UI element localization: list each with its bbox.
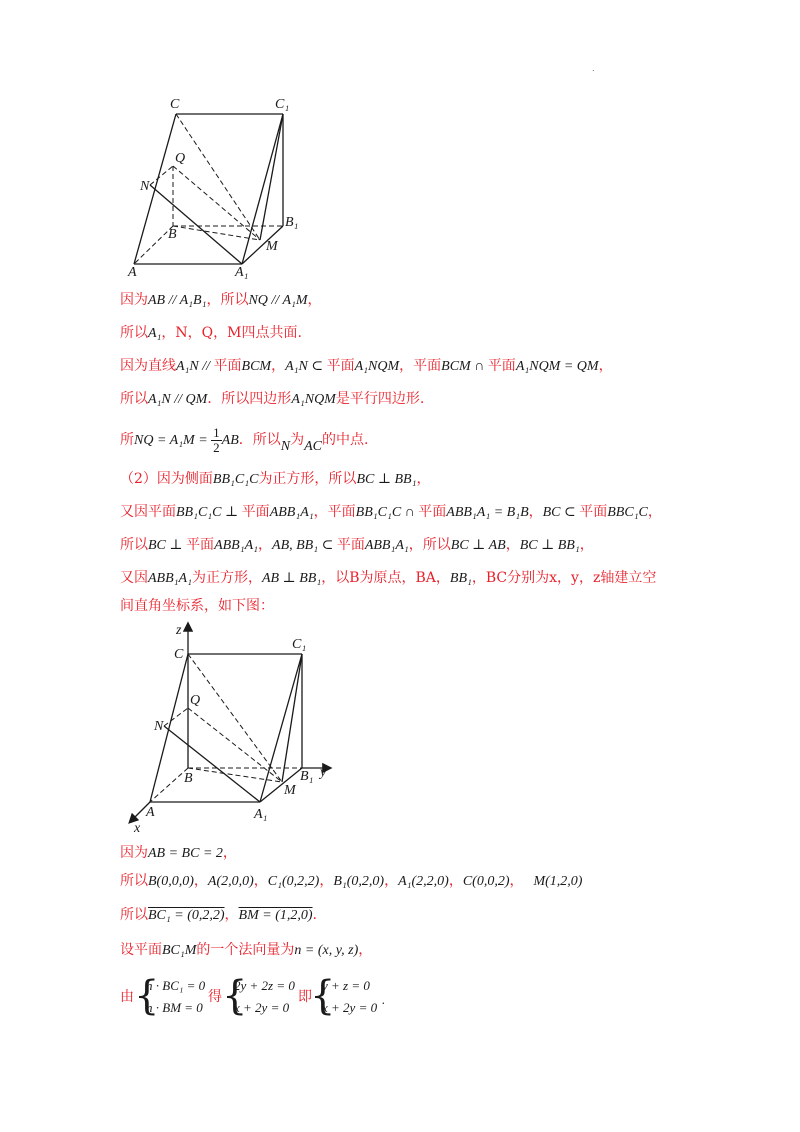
label-A1: A₁ [254, 807, 268, 822]
prism-figure-1 [120, 90, 320, 280]
eq1-row2: n · BM = 0 [146, 1000, 203, 1015]
label-C1: C₁ [292, 637, 307, 652]
label-N: N [154, 719, 164, 734]
line-2: 所以A₁，N，Q，M四点共面. [120, 325, 302, 341]
coordinate-figure-2-svg [120, 618, 340, 836]
brace-3: { [310, 973, 336, 1019]
period: . [382, 992, 386, 1007]
line-13: 所以BC₁ = (0,2,2)，BM = (1,2,0). [120, 907, 317, 923]
label-Q: Q [190, 693, 201, 708]
line-14: 设平面BC₁M的一个法向量为n = (x, y, z)， [120, 942, 373, 958]
eq1-row1: n · BC₁ = 0 [146, 978, 206, 993]
label-A: A [146, 805, 155, 820]
label-B: B [168, 227, 177, 242]
brace-2: { [222, 973, 248, 1019]
eq2-row2: x + 2y = 0 [234, 1000, 290, 1015]
label-y: y [320, 765, 327, 780]
line-1: 因为AB // A₁B₁，所以NQ // A₁M， [120, 292, 322, 308]
line-6: （2）因为侧面BB₁C₁C为正方形，所以BC ⊥ BB₁， [120, 471, 431, 487]
label-M: M [284, 783, 296, 798]
label-x: x [134, 821, 141, 836]
line-5: 所NQ = A₁M = $\frac{1}{2}$ AB．所以N为AC的中点. [120, 424, 369, 455]
label-A1: A₁ [235, 265, 249, 280]
label-B: B [184, 771, 193, 786]
label-C: C [174, 647, 184, 662]
line-15 [120, 972, 520, 1022]
brace-1: { [134, 973, 160, 1019]
line-4: 所以A₁N // QM．所以四边形A₁NQM是平行四边形. [120, 391, 425, 407]
prism-figure-1-svg [120, 90, 320, 280]
eq3-row1: y + z = 0 [322, 978, 370, 993]
line-8: 所以BC ⊥ 平面ABB₁A₁，AB, BB₁ ⊂ 平面ABB₁A₁，所以BC ⊥ AB，BC ⊥ BB₁， [120, 537, 594, 553]
label-C: C [170, 97, 180, 112]
text-you: 由 [120, 989, 134, 1005]
line-12: 所以B(0,0,0)，A(2,0,0)，C₁(0,2,2)，B₁(0,2,0)，A₁(2,2,0)，C(0,0,2)， M(1,2,0) [120, 873, 583, 889]
label-B1: B₁ [300, 769, 314, 784]
label-Q: Q [175, 151, 186, 166]
line-3: 因为直线A₁N // 平面BCM，A₁N ⊂ 平面A₁NQM，平面BCM ∩ 平面A₁NQM = QM， [120, 358, 613, 374]
label-A: A [128, 265, 137, 280]
header-dot: . [592, 64, 595, 73]
text-ji: 即 [298, 989, 312, 1005]
line-10: 间直角坐标系，如下图： [120, 598, 274, 614]
label-C1: C₁ [275, 97, 290, 112]
eq3-row2: x + 2y = 0 [322, 1000, 378, 1015]
line-11: 因为AB = BC = 2， [120, 845, 237, 861]
label-N: N [140, 179, 150, 194]
line-7: 又因平面BB₁C₁C ⊥ 平面ABB₁A₁，平面BB₁C₁C ∩ 平面ABB₁A₁ = B₁B，BC ⊂ 平面BBC₁C， [120, 504, 662, 520]
text-de: 得 [208, 989, 222, 1005]
label-M: M [266, 239, 278, 254]
line-9: 又因ABB₁A₁为正方形，AB ⊥ BB₁，以B为原点，BA，BB₁，BC分别为x，y，z轴建立空 [120, 570, 657, 586]
fraction-half: $\frac{1}{2}$ [213, 424, 220, 455]
eq2-row1: 2y + 2z = 0 [234, 978, 295, 993]
label-B1: B₁ [285, 215, 299, 230]
coordinate-figure-2 [120, 618, 340, 836]
label-z: z [176, 623, 182, 638]
